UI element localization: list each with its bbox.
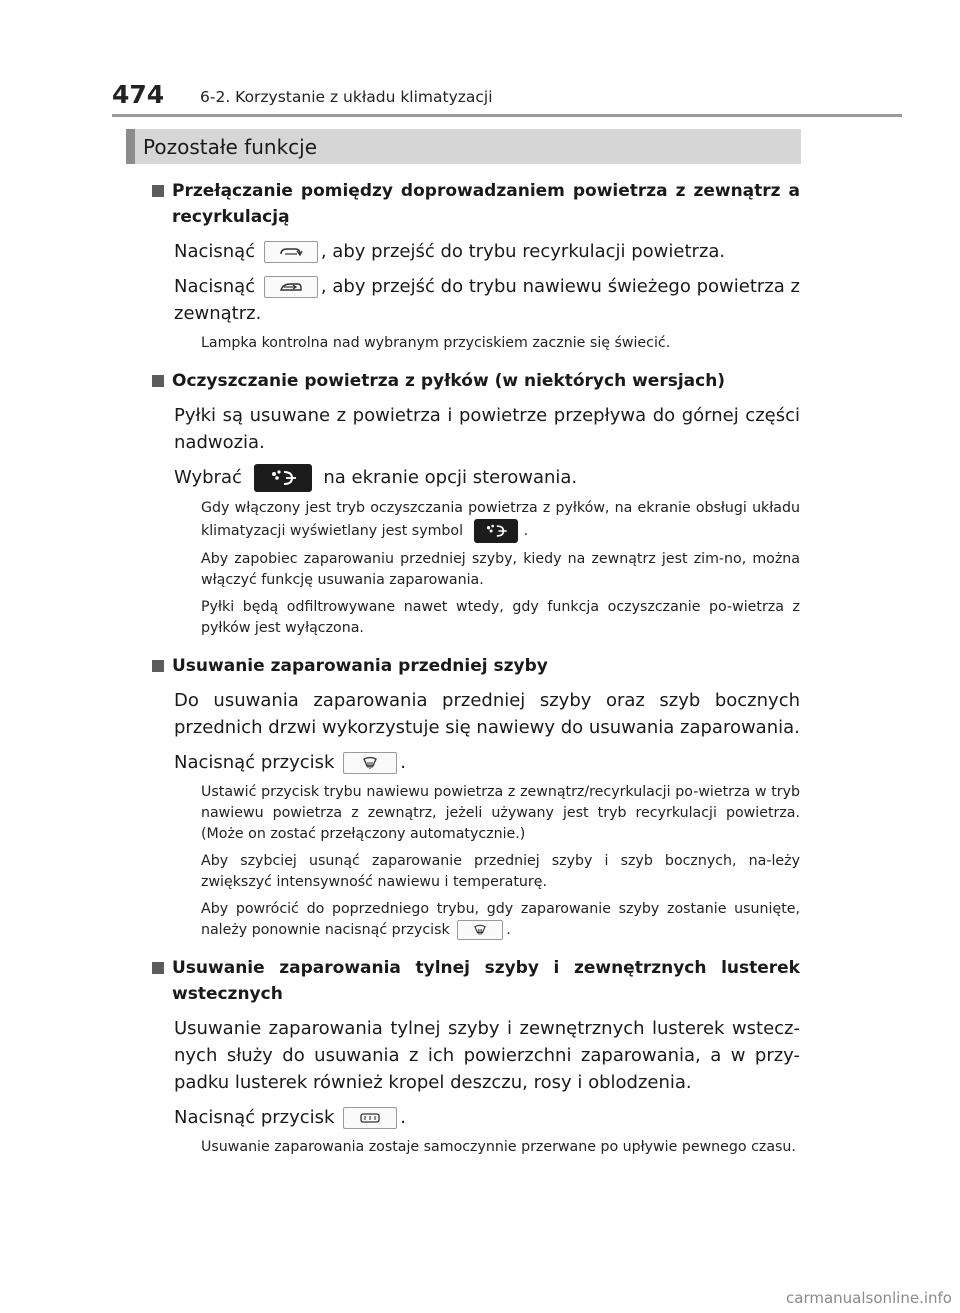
text: . xyxy=(523,523,529,539)
square-bullet-icon xyxy=(152,375,164,387)
rear-defogger-button-icon xyxy=(343,1107,397,1129)
note xyxy=(150,498,800,543)
text: Nacisnąć przycisk xyxy=(174,1107,335,1128)
section-title: Pozostałe funkcje xyxy=(143,135,318,159)
page-content xyxy=(150,178,800,1158)
front-defogger-button-icon xyxy=(343,752,397,774)
text: Wybrać xyxy=(174,467,242,488)
text: . xyxy=(400,752,406,773)
paragraph: Do usuwania zaparowania przedniej szyby oraz szyb bocznych przednich drzwi wykorzystuje się nawiewy do usuwania zaparowania. xyxy=(174,690,800,738)
paragraph: Pyłki są usuwane z powietrza i powietrze przepływa do górnej części nadwozia. xyxy=(174,405,800,453)
page-header xyxy=(112,80,902,117)
watermark: carmanualsonline.info xyxy=(786,1289,952,1307)
section-title-bar xyxy=(126,129,801,164)
heading-recirculation xyxy=(150,178,800,230)
paragraph xyxy=(150,1104,800,1131)
pollen-filter-icon xyxy=(254,464,312,492)
text: Nacisnąć xyxy=(174,276,256,297)
square-bullet-icon xyxy=(152,185,164,197)
paragraph xyxy=(150,238,800,265)
paragraph xyxy=(150,273,800,327)
text: Gdy włączony jest tryb oczyszczania powietrza z pyłków, na ekranie obsługi układu klimatyzacji wyświetlany jest symbol xyxy=(201,500,800,539)
heading-rear-defog xyxy=(150,955,800,1007)
text: Nacisnąć przycisk xyxy=(174,752,335,773)
chapter-title: 6-2. Korzystanie z układu klimatyzacji xyxy=(200,88,493,106)
paragraph xyxy=(150,464,800,492)
fresh-air-button-icon xyxy=(264,276,318,298)
paragraph: Usuwanie zaparowania tylnej szyby i zewnętrznych lusterek wstecz-nych służy do usuwania z ich powierzchni zaparowania, a w przy-padku lusterek również kropel deszczu, rosy i oblodzenia. xyxy=(174,1018,800,1093)
note: Ustawić przycisk trybu nawiewu powietrza z zewnątrz/recyrkulacji po-wietrza w tryb nawiewu powietrza z zewnątrz, jeżeli używany jest tryb recyrkulacji powietrza. (Może on zostać przełączony automatycznie.) xyxy=(201,784,800,842)
text: . xyxy=(400,1107,406,1128)
square-bullet-icon xyxy=(152,962,164,974)
text: , aby przejść do trybu recyrkulacji powietrza. xyxy=(320,241,726,262)
square-bullet-icon xyxy=(152,660,164,672)
text: Nacisnąć xyxy=(174,241,256,262)
heading-pollen-filter xyxy=(150,368,800,394)
text: , aby przejść do trybu nawiewu świeżego powietrza z zewnątrz. xyxy=(174,276,800,324)
text: . xyxy=(506,922,511,938)
paragraph xyxy=(150,749,800,776)
recirculation-button-icon xyxy=(264,241,318,263)
note: Aby szybciej usunąć zaparowanie przedniej szyby i szyb bocznych, na-leży zwiększyć intensywność nawiewu i temperaturę. xyxy=(201,853,800,890)
heading-text: Usuwanie zaparowania tylnej szyby i zewnętrznych lusterek wstecznych xyxy=(172,958,800,1004)
note: Usuwanie zaparowania zostaje samoczynnie przerwane po upływie pewnego czasu. xyxy=(201,1139,796,1155)
heading-front-defog xyxy=(150,653,800,679)
text: Aby powrócić do poprzedniego trybu, gdy zaparowanie szyby zostanie usunięte, należy ponownie nacisnąć przycisk xyxy=(201,901,800,938)
note xyxy=(150,899,800,941)
heading-text: Przełączanie pomiędzy doprowadzaniem powietrza z zewnątrz a recyrkulacją xyxy=(172,181,800,227)
note: Aby zapobiec zaparowaniu przedniej szyby, kiedy na zewnątrz jest zim-no, można włączyć funkcję usuwania zaparowania. xyxy=(201,551,800,588)
front-defogger-button-icon xyxy=(457,920,503,940)
heading-text: Usuwanie zaparowania przedniej szyby xyxy=(172,656,548,676)
pollen-filter-icon xyxy=(474,519,518,543)
note: Lampka kontrolna nad wybranym przyciskiem zacznie się świecić. xyxy=(201,335,671,351)
note: Pyłki będą odfiltrowywane nawet wtedy, gdy funkcja oczyszczanie po-wietrza z pyłków jest wyłączona. xyxy=(201,599,800,636)
page-number: 474 xyxy=(112,80,165,109)
text: na ekranie opcji sterowania. xyxy=(323,467,578,488)
heading-text: Oczyszczanie powietrza z pyłków (w niektórych wersjach) xyxy=(172,371,726,391)
